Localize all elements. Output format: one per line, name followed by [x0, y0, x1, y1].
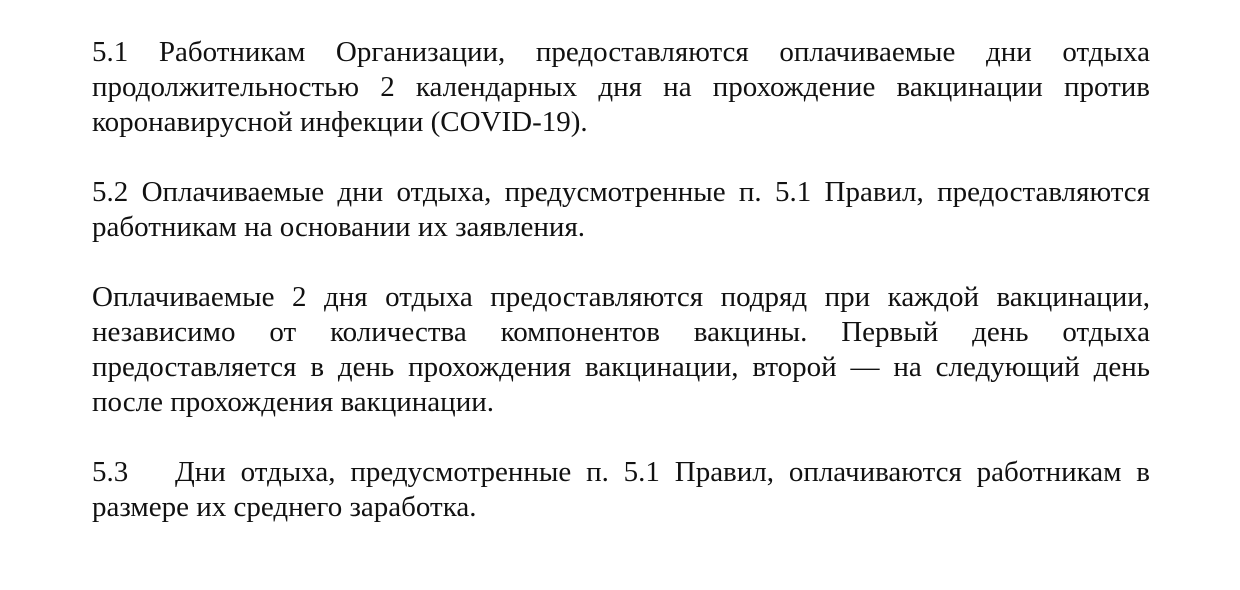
- document-body: [92, 35, 1150, 525]
- paragraph-text: Оплачиваемые 2 дня отдыха предоставляются подряд при каждой вакцинации, независимо от количества компонентов вакцины. Первый день отдыха предоставляется в день прохождения вакцинации, второй — на следующий день после прохождения вакцинации.: [92, 281, 1150, 418]
- paragraph-5-2: [92, 175, 1150, 245]
- paragraph-number: 5.1: [92, 36, 129, 68]
- paragraph-text: Работникам Организации, предоставляются оплачиваемые дни отдыха продолжительностью 2 календарных дня на прохождение вакцинации против коронавирусной инфекции (COVID-19).: [92, 36, 1150, 138]
- paragraph-5-2-continued: [92, 280, 1150, 420]
- paragraph-5-3: [92, 455, 1150, 525]
- paragraph-text: Оплачиваемые дни отдыха, предусмотренные п. 5.1 Правил, предоставляются работникам на основании их заявления.: [92, 176, 1150, 243]
- paragraph-5-1: [92, 35, 1150, 140]
- paragraph-number: 5.2: [92, 176, 129, 208]
- paragraph-text: Дни отдыха, предусмотренные п. 5.1 Правил, оплачиваются работникам в размере их среднего заработка.: [92, 456, 1150, 523]
- paragraph-number: 5.3: [92, 456, 129, 488]
